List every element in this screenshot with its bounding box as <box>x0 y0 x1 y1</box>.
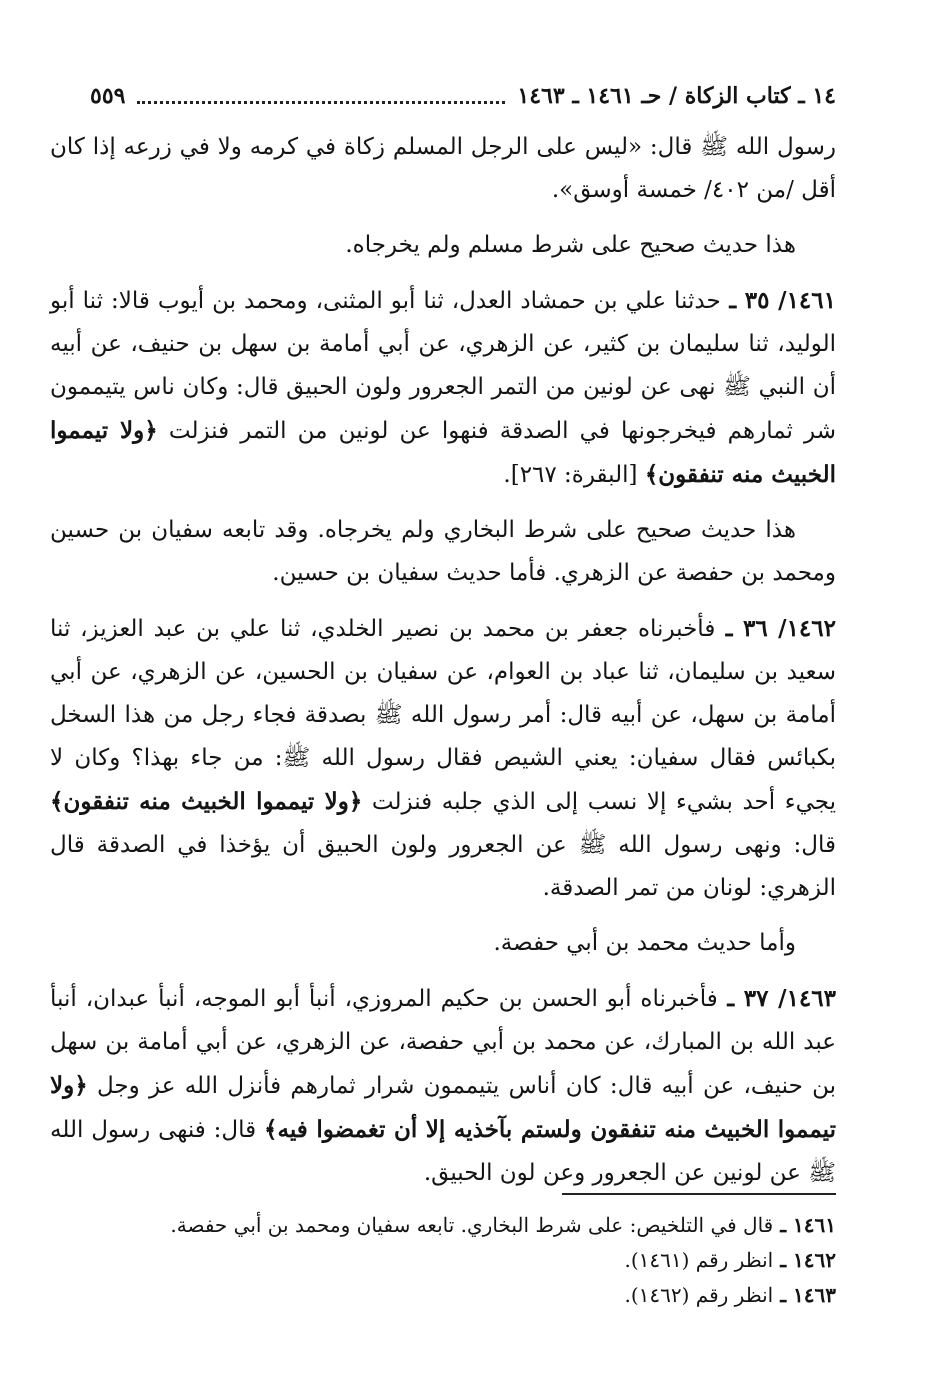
footnote-text: انظر رقم (١٤٦١). <box>624 1248 774 1272</box>
paragraph-text: قال: ونهى رسول الله ﷺ عن الجعرور ولون الحبيق أن يؤخذا في الصدقة قال الزهري: لونان من تمر الصدقة. <box>50 832 836 901</box>
footnote-number: ١٤٦٢ ـ <box>773 1248 836 1272</box>
footnote-text: انظر رقم (١٤٦٢). <box>624 1283 774 1307</box>
header-leader-dots <box>137 101 505 104</box>
paragraph <box>50 224 836 267</box>
paragraph-text: فأخبرناه جعفر بن محمد بن نصير الخلدي، ثنا علي بن عبد العزيز، ثنا سعيد بن سليمان، ثنا عباد بن العوام، عن سفيان بن الحسين، عن الزهري، عن أبي أمامة بن سهل، عن أبيه قال: أمر رسول الله ﷺ بصدقة فجاء رجل من هذا السخل بكبائس فقال سفيان: يعني الشيص فقال رسول الله ﷺ: من جاء بهذا؟ وكان لا يجيء أحد بشيء إلا نسب إلى الذي جلبه فنزلت <box>50 616 836 815</box>
paragraph <box>50 922 836 965</box>
paragraph <box>50 279 836 497</box>
bold-text: ﴿ولا تيمموا الخبيث منه تنفقون﴾ <box>50 417 836 488</box>
bold-text: ﴿ولا تيمموا الخبيث منه تنفقون﴾ <box>50 788 363 815</box>
paragraph <box>50 977 836 1195</box>
paragraph-text: وأما حديث محمد بن أبي حفصة. <box>493 930 796 956</box>
paragraph-text: رسول الله ﷺ قال: «ليس على الرجل المسلم زكاة في كرمه ولا في زرعه إذا كان أقل /من ٤٠٢/ خمسة أوسق». <box>50 134 836 203</box>
footnote <box>50 1243 836 1278</box>
paragraph <box>50 126 836 212</box>
paragraph-text: فأخبرناه أبو الحسن بن حكيم المروزي، أنبأ أبو الموجه، أنبأ عبدان، أنبأ عبد الله بن المبارك، عن محمد بن أبي حفصة، عن الزهري، عن أبي أمامة بن سهل بن حنيف، عن أبيه قال: كان أناس يتيممون شرار ثمارهم فأنزل الله عز وجل <box>50 986 836 1099</box>
paragraph-text: حدثنا علي بن حمشاد العدل، ثنا أبو المثنى، ومحمد بن أيوب قالا: ثنا أبو الوليد، ثنا سليمان بن كثير، عن الزهري، عن أبي أمامة بن سهل بن حنيف، عن أبيه أن النبي ﷺ نهى عن لونين من التمر الجعرور ولون الحبيق قال: وكان ناس يتيممون شر ثمارهم فيخرجونها في الصدقة فنهوا عن لونين من التمر فنزلت <box>50 288 836 444</box>
footnote <box>50 1208 836 1243</box>
paragraph-text: هذا حديث صحيح على شرط مسلم ولم يخرجاه. <box>345 232 796 258</box>
paragraph <box>50 607 836 910</box>
bold-text: ١٤٦٢/ ٣٦ ـ <box>715 615 836 642</box>
bold-text: ﴿ولا تيمموا الخبيث منه تنفقون ولستم بآخذيه إلا أن تغمضوا فيه﴾ <box>50 1072 836 1143</box>
page-number: ٥٥٩ <box>90 83 126 109</box>
main-text <box>50 126 836 1207</box>
header-title: ١٤ ـ كتاب الزكاة / حـ ١٤٦١ ـ ١٤٦٣ <box>517 83 836 109</box>
paragraph-text: [البقرة: ٢٦٧]. <box>503 462 645 488</box>
footnote-number: ١٤٦١ ـ <box>773 1213 836 1237</box>
footnote-number: ١٤٦٣ ـ <box>773 1283 836 1307</box>
paragraph <box>50 509 836 595</box>
footnote-text: قال في التلخيص: على شرط البخاري. تابعه سفيان ومحمد بن أبي حفصة. <box>170 1213 774 1237</box>
running-header <box>90 78 836 114</box>
paragraph-text: هذا حديث صحيح على شرط البخاري ولم يخرجاه. وقد تابعه سفيان بن حسين ومحمد بن حفصة عن الزهري. فأما حديث سفيان بن حسين. <box>50 517 836 586</box>
bold-text: ١٤٦٣/ ٣٧ ـ <box>717 985 836 1012</box>
footnote <box>50 1278 836 1313</box>
bold-text: ١٤٦١/ ٣٥ ـ <box>720 287 836 314</box>
footnote-separator <box>562 1193 836 1195</box>
footnotes <box>50 1208 836 1313</box>
paragraph-text: قال: فنهى رسول الله ﷺ عن لونين عن الجعرور وعن لون الحبيق. <box>50 1117 836 1186</box>
